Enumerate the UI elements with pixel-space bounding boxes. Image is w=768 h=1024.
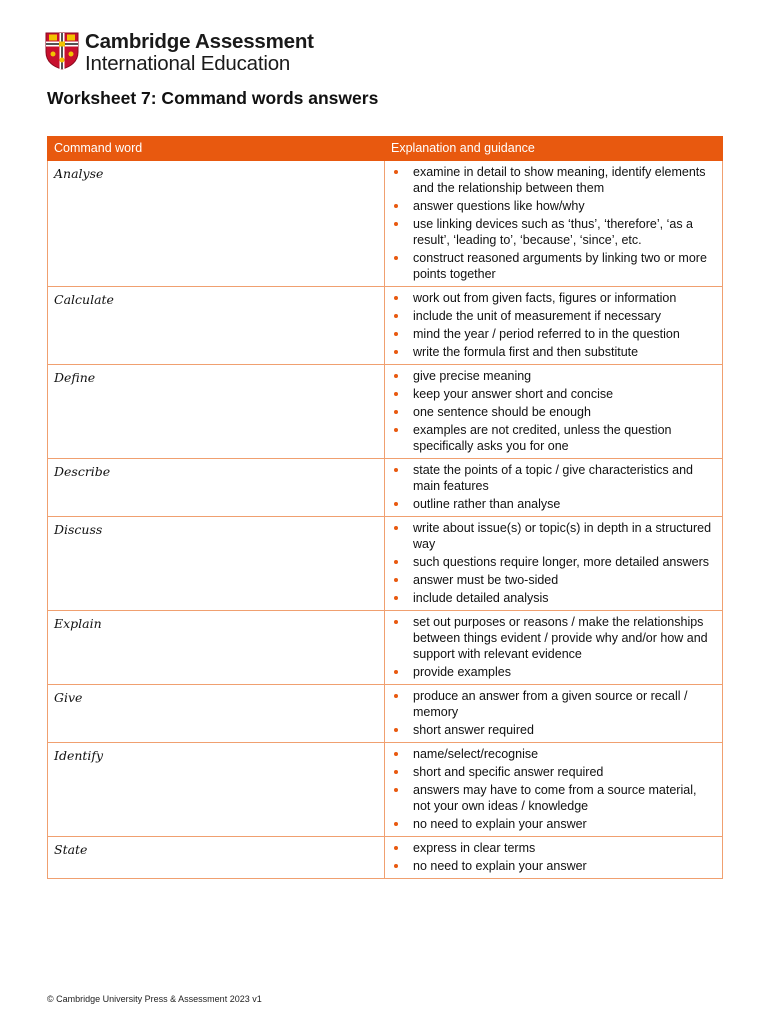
command-word-cell: State [48,837,385,879]
guidance-cell [385,685,723,743]
guidance-point: include detailed analysis [391,590,716,606]
command-word-cell: Calculate [48,287,385,365]
guidance-cell [385,459,723,517]
table-row [48,365,723,459]
guidance-point: such questions require longer, more detailed answers [391,554,716,570]
guidance-cell [385,287,723,365]
guidance-list [391,164,716,282]
guidance-point: one sentence should be enough [391,404,716,420]
table-row [48,161,723,287]
guidance-list [391,746,716,832]
guidance-cell [385,743,723,837]
guidance-point: give precise meaning [391,368,716,384]
guidance-point: provide examples [391,664,716,680]
page-title: Worksheet 7: Command words answers [47,88,379,108]
guidance-point: write about issue(s) or topic(s) in depth in a structured way [391,520,716,552]
command-words-table [47,136,723,879]
table-row [48,837,723,879]
guidance-point: short answer required [391,722,716,738]
guidance-point: outline rather than analyse [391,496,716,512]
command-word-cell: Explain [48,611,385,685]
cambridge-shield-icon [45,32,79,70]
guidance-point: set out purposes or reasons / make the relationships between things evident / provide why and/or how and support with relevant evidence [391,614,716,662]
guidance-list [391,614,716,680]
guidance-list [391,520,716,606]
guidance-list [391,840,716,874]
command-word-cell: Analyse [48,161,385,287]
guidance-point: answer must be two-sided [391,572,716,588]
table-row [48,743,723,837]
guidance-point: state the points of a topic / give characteristics and main features [391,462,716,494]
guidance-cell [385,837,723,879]
copyright-footer: © Cambridge University Press & Assessment 2023 v1 [47,994,262,1004]
column-header-explanation: Explanation and guidance [385,137,723,161]
guidance-list [391,462,716,512]
guidance-point: no need to explain your answer [391,858,716,874]
org-name: Cambridge Assessment [85,30,314,53]
guidance-point: include the unit of measurement if necessary [391,308,716,324]
guidance-point: examples are not credited, unless the question specifically asks you for one [391,422,716,454]
command-word-cell: Describe [48,459,385,517]
guidance-point: construct reasoned arguments by linking two or more points together [391,250,716,282]
guidance-point: answer questions like how/why [391,198,716,214]
guidance-cell [385,161,723,287]
guidance-point: work out from given facts, figures or information [391,290,716,306]
command-word-cell: Discuss [48,517,385,611]
guidance-point: no need to explain your answer [391,816,716,832]
cambridge-logo [45,31,314,74]
table-row [48,611,723,685]
table-body [48,161,723,879]
table-row [48,685,723,743]
table-row [48,459,723,517]
guidance-point: produce an answer from a given source or recall / memory [391,688,716,720]
guidance-point: answers may have to come from a source material, not your own ideas / knowledge [391,782,716,814]
guidance-cell [385,517,723,611]
guidance-point: use linking devices such as ‘thus’, ‘therefore’, ‘as a result’, ‘leading to’, ‘because’, ‘since’, etc. [391,216,716,248]
command-word-cell: Give [48,685,385,743]
guidance-point: mind the year / period referred to in the question [391,326,716,342]
guidance-point: express in clear terms [391,840,716,856]
guidance-list [391,290,716,360]
guidance-point: short and specific answer required [391,764,716,780]
guidance-point: write the formula first and then substitute [391,344,716,360]
guidance-cell [385,611,723,685]
table-row [48,517,723,611]
command-word-cell: Define [48,365,385,459]
guidance-cell [385,365,723,459]
org-subtitle: International Education [85,51,291,75]
table-header-row [48,137,723,161]
guidance-list [391,688,716,738]
guidance-list [391,368,716,454]
column-header-command-word: Command word [48,137,385,161]
guidance-point: keep your answer short and concise [391,386,716,402]
guidance-point: name/select/recognise [391,746,716,762]
command-word-cell: Identify [48,743,385,837]
table-row [48,287,723,365]
guidance-point: examine in detail to show meaning, identify elements and the relationship between them [391,164,716,196]
